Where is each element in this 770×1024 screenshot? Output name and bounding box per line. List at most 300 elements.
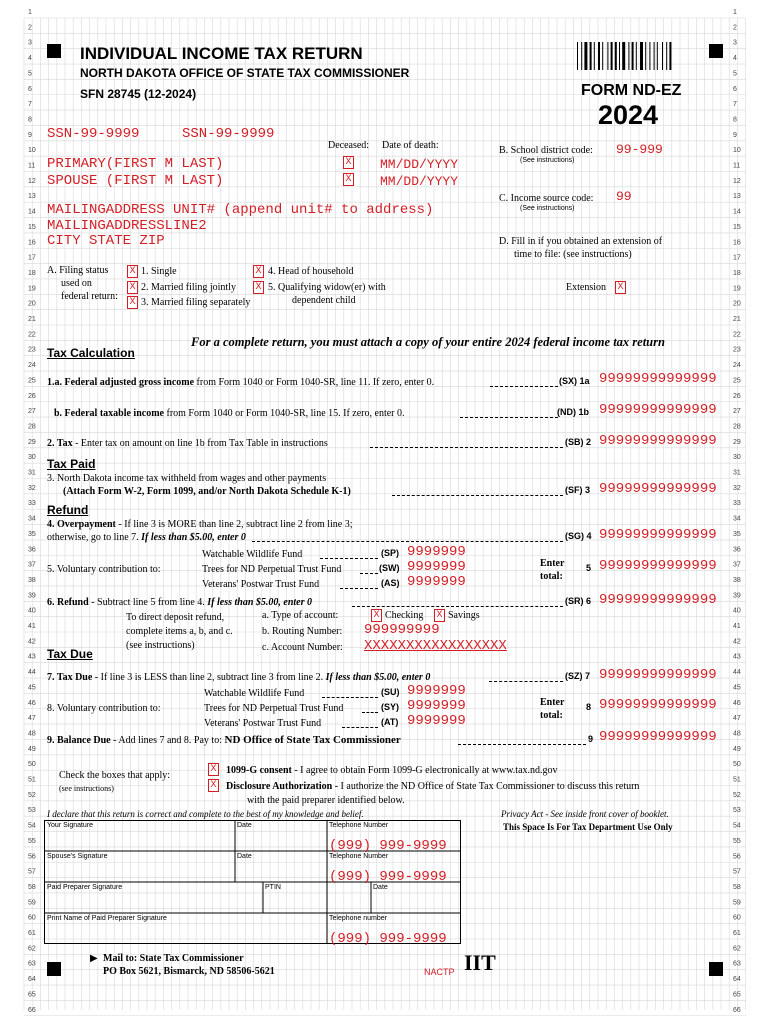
svg-text:34: 34	[733, 515, 741, 523]
svg-text:8: 8	[733, 116, 737, 124]
line-8-trees-label: Trees for ND Perpetual Trust Fund	[204, 703, 344, 714]
line-9-number: 9	[588, 734, 594, 744]
svg-text:61: 61	[28, 930, 36, 937]
mail-to-line-1: Mail to: State Tax Commissioner	[103, 953, 244, 964]
svg-text:21: 21	[733, 316, 741, 323]
line-6-leader	[352, 606, 563, 607]
svg-text:27: 27	[733, 408, 741, 416]
spouse-ssn[interactable]: SSN-99-9999	[182, 126, 275, 142]
line-7-leader	[489, 681, 563, 682]
line-6-label	[47, 597, 312, 608]
svg-text:22: 22	[733, 331, 741, 339]
svg-text:36: 36	[733, 546, 741, 554]
privacy-act-note: Privacy Act - See inside front cover of booklet.	[501, 809, 669, 819]
line-8-wildlife-leader	[322, 697, 378, 698]
deceased-label: Deceased:	[328, 140, 370, 151]
check-boxes-label: Check the boxes that apply:	[59, 770, 171, 781]
iit-label: IIT	[464, 950, 496, 975]
address-line-2[interactable]: MAILINGADDRESSLINE2	[47, 218, 207, 234]
line-5-total-amount[interactable]: 99999999999999	[599, 558, 717, 574]
svg-text:63: 63	[733, 960, 741, 968]
filing-status-label-1: A. Filing status	[47, 265, 109, 276]
filing-status-5-label: 5. Qualifying widow(er) with	[268, 282, 386, 293]
svg-text:33: 33	[28, 500, 36, 508]
corner-mark-top-left	[47, 44, 61, 58]
line-8-number: 8	[586, 702, 592, 712]
svg-text:57: 57	[733, 868, 741, 876]
line-9-label	[47, 734, 401, 746]
svg-text:35: 35	[733, 530, 741, 538]
primary-name[interactable]: PRIMARY(FIRST M LAST)	[47, 156, 224, 172]
svg-text:2: 2	[28, 24, 32, 32]
filing-status-2-label: 2. Married filing jointly	[141, 282, 236, 293]
school-district-code[interactable]: 99-999	[616, 142, 663, 157]
svg-text:7: 7	[733, 101, 737, 109]
line-9-title: 9. Balance Due	[47, 735, 111, 746]
disclosure-authorization-title: Disclosure Authorization	[226, 781, 333, 792]
line-5-as-code: (AS)	[381, 578, 400, 588]
svg-text:41: 41	[733, 623, 741, 630]
svg-text:1: 1	[28, 9, 32, 16]
line-1a-code: (SX) 1a	[559, 376, 590, 386]
date-of-death-label: Date of death:	[382, 140, 439, 151]
svg-text:19: 19	[28, 285, 36, 293]
income-see-instructions: (See instructions)	[520, 205, 575, 212]
svg-text:25: 25	[733, 377, 741, 385]
disclosure-authorization-text: - I authorize the ND Office of State Tax Commissioner to discuss this return	[332, 781, 640, 792]
line-4-code: (SG) 4	[565, 531, 592, 541]
line-9-text: - Add lines 7 and 8. Pay to:	[110, 735, 222, 746]
line-5-enter-total: Enter total:	[540, 558, 565, 582]
svg-text:4: 4	[733, 55, 737, 63]
svg-text:32: 32	[733, 484, 741, 492]
line-1b-amount[interactable]: 99999999999999	[599, 402, 717, 418]
svg-text:16: 16	[733, 239, 741, 247]
line-4-text-2: otherwise, go to line 7.	[47, 532, 139, 543]
svg-text:16: 16	[28, 239, 36, 247]
svg-text:1: 1	[733, 9, 737, 16]
line-6-title: 6. Refund	[47, 597, 89, 608]
nactp-label: NACTP	[424, 967, 455, 977]
line-7-note: If less than $5.00, enter 0	[325, 672, 431, 683]
spouse-date-field[interactable]: Date	[237, 853, 252, 860]
svg-text:9: 9	[28, 131, 32, 139]
extension-box-label: Extension	[566, 282, 606, 293]
spouse-telephone-value[interactable]: (999) 999-9999	[329, 869, 447, 885]
filing-status-3-label: 3. Married filing separately	[141, 297, 251, 308]
svg-text:18: 18	[733, 269, 741, 277]
direct-deposit-note-2: complete items a, b, and c.	[126, 626, 233, 637]
svg-text:37: 37	[733, 561, 741, 569]
svg-text:42: 42	[28, 638, 36, 646]
svg-text:6: 6	[733, 85, 737, 93]
disclosure-authorization-label	[226, 781, 639, 792]
preparer-telephone-value[interactable]: (999) 999-9999	[329, 931, 447, 947]
line-6-amount[interactable]: 99999999999999	[599, 592, 717, 608]
filing-status-3-checkbox[interactable]: X	[127, 296, 138, 309]
svg-text:23: 23	[28, 346, 36, 354]
spouse-name[interactable]: SPOUSE (FIRST M LAST)	[47, 173, 224, 189]
svg-text:55: 55	[733, 837, 741, 845]
svg-text:52: 52	[28, 791, 36, 799]
direct-deposit-note-3: (see instructions)	[126, 640, 195, 651]
svg-text:3: 3	[28, 39, 32, 47]
line-4-label	[47, 519, 353, 530]
line-2-amount[interactable]: 99999999999999	[599, 433, 717, 449]
svg-text:62: 62	[733, 945, 741, 953]
svg-text:58: 58	[733, 883, 741, 891]
line-1a-title: 1.a. Federal adjusted gross income	[47, 377, 195, 388]
line-2-title: 2. Tax	[47, 438, 73, 449]
line-3-amount[interactable]: 99999999999999	[599, 481, 717, 497]
line-4-label-2	[47, 532, 246, 543]
filing-status-2-checkbox[interactable]: X	[127, 281, 138, 294]
line-3-code: (SF) 3	[565, 485, 591, 495]
declaration-text: I declare that this return is correct and complete to the best of my knowledge and belief.	[47, 809, 364, 819]
line-4-text: - If line 3 is MORE than line 2, subtract line 2 from line 3;	[115, 519, 353, 530]
svg-text:24: 24	[733, 362, 741, 370]
line-2-code: (SB) 2	[565, 437, 592, 447]
ptin-field[interactable]: PTIN	[265, 884, 281, 891]
svg-text:23: 23	[733, 346, 741, 354]
corner-mark-bottom-right	[709, 962, 723, 976]
line-4-title: 4. Overpayment	[47, 519, 116, 530]
svg-text:31: 31	[733, 469, 741, 477]
line-8-veterans-leader	[342, 727, 378, 728]
line-8-at-code: (AT)	[381, 717, 399, 727]
svg-text:46: 46	[28, 699, 36, 707]
svg-text:43: 43	[28, 653, 36, 661]
svg-text:51: 51	[28, 776, 36, 784]
filing-status-1-checkbox[interactable]: X	[127, 265, 138, 278]
tax-department-space: This Space Is For Tax Department Use Only	[503, 822, 673, 832]
svg-text:38: 38	[733, 576, 741, 584]
spouse-deceased-checkbox[interactable]: X	[343, 173, 354, 186]
1099g-consent-checkbox[interactable]: X	[208, 763, 219, 776]
section-refund: Refund	[47, 503, 89, 517]
section-tax-calculation: Tax Calculation	[47, 346, 135, 360]
line-4-leader	[252, 541, 563, 542]
line-1a-leader	[490, 386, 558, 387]
income-source-label: C. Income source code:	[499, 193, 594, 204]
line-3-leader	[392, 495, 563, 496]
federal-return-notice: For a complete return, you must attach a copy of your entire 2024 federal income tax return	[191, 335, 665, 349]
svg-text:56: 56	[733, 853, 741, 861]
direct-deposit-note-1: To direct deposit refund,	[126, 612, 225, 623]
svg-text:48: 48	[28, 730, 36, 738]
svg-text:13: 13	[733, 193, 741, 201]
preparer-date-field[interactable]: Date	[373, 884, 388, 891]
svg-text:44: 44	[28, 669, 36, 677]
line-5-label: 5. Voluntary contribution to:	[47, 564, 161, 575]
svg-text:15: 15	[733, 223, 741, 231]
svg-text:43: 43	[733, 653, 741, 661]
school-see-instructions: (See instructions)	[520, 157, 575, 164]
primary-death-date[interactable]: MM/DD/YYYY	[380, 157, 459, 172]
savings-checkbox[interactable]: X	[434, 609, 445, 622]
svg-text:50: 50	[733, 761, 741, 769]
mail-to-line-2: PO Box 5621, Bismarck, ND 58506-5621	[103, 966, 275, 977]
line-1a-text: from Form 1040 or Form 1040-SR, line 11. If zero, enter 0.	[196, 377, 435, 388]
routing-number[interactable]: 999999999	[364, 622, 440, 638]
svg-text:15: 15	[28, 223, 36, 231]
svg-text:34: 34	[28, 515, 36, 523]
disclosure-authorization-checkbox[interactable]: X	[208, 779, 219, 792]
mail-arrow-icon: ▶	[90, 953, 98, 964]
savings-label: Savings	[448, 610, 480, 621]
line-2-label	[47, 438, 328, 449]
your-telephone-value[interactable]: (999) 999-9999	[329, 838, 447, 854]
svg-text:64: 64	[28, 976, 36, 984]
svg-text:9: 9	[733, 131, 737, 139]
barcode	[577, 42, 689, 70]
1099g-consent-text: - I agree to obtain Form 1099-G electronically at www.tax.nd.gov	[291, 765, 558, 776]
svg-text:20: 20	[733, 300, 741, 308]
filing-status-4-label: 4. Head of household	[268, 266, 354, 277]
svg-text:32: 32	[28, 484, 36, 492]
svg-text:17: 17	[28, 254, 36, 262]
svg-text:40: 40	[28, 607, 36, 615]
svg-text:5: 5	[28, 70, 32, 78]
line-5-trees-amount[interactable]: 9999999	[407, 559, 466, 575]
line-8-veterans-amount[interactable]: 9999999	[407, 713, 466, 729]
check-boxes-sublabel: (see instructions)	[59, 784, 114, 793]
form-name: FORM ND-EZ	[581, 82, 682, 99]
svg-text:27: 27	[28, 408, 36, 416]
1099g-consent-label	[226, 765, 558, 776]
svg-text:51: 51	[733, 776, 741, 784]
svg-text:49: 49	[733, 745, 741, 753]
line-6-text: - Subtract line 5 from line 4.	[88, 597, 205, 608]
preparer-signature-field[interactable]: Paid Preparer Signature	[47, 884, 123, 891]
line-1b-code: (ND) 1b	[557, 407, 589, 417]
svg-text:35: 35	[28, 530, 36, 538]
line-6-note: If less than $5.00, enter 0	[207, 597, 313, 608]
filing-status-5-checkbox[interactable]: X	[253, 281, 264, 294]
svg-text:61: 61	[733, 930, 741, 937]
line-5-number: 5	[586, 563, 592, 573]
svg-text:63: 63	[28, 960, 36, 968]
corner-mark-bottom-left	[47, 962, 61, 976]
primary-ssn[interactable]: SSN-99-9999	[47, 126, 140, 142]
line-5-trees-leader	[360, 573, 378, 574]
line-5-wildlife-leader	[320, 558, 378, 559]
section-tax-paid: Tax Paid	[47, 457, 96, 471]
line-8-sy-code: (SY)	[381, 702, 399, 712]
svg-text:45: 45	[28, 684, 36, 692]
svg-text:53: 53	[28, 807, 36, 815]
svg-text:59: 59	[28, 899, 36, 907]
your-date-field[interactable]: Date	[237, 822, 252, 829]
line-1b-title: b. Federal taxable income	[54, 408, 164, 419]
svg-text:41: 41	[28, 623, 36, 630]
line-9-amount[interactable]: 99999999999999	[599, 729, 717, 745]
your-telephone-label: Telephone Number	[329, 822, 389, 829]
svg-text:7: 7	[28, 101, 32, 109]
svg-text:36: 36	[28, 546, 36, 554]
svg-text:52: 52	[733, 791, 741, 799]
line-8-trees-leader	[362, 712, 378, 713]
svg-text:53: 53	[733, 807, 741, 815]
svg-text:26: 26	[733, 392, 741, 400]
extension-label-2: time to file: (see instructions)	[514, 249, 632, 260]
svg-text:6: 6	[28, 85, 32, 93]
line-8-total-amount[interactable]: 99999999999999	[599, 697, 717, 713]
svg-text:26: 26	[28, 392, 36, 400]
line-8-enter-total: Enter total:	[540, 697, 565, 721]
svg-text:57: 57	[28, 868, 36, 876]
line-4-amount[interactable]: 99999999999999	[599, 527, 717, 543]
primary-deceased-checkbox[interactable]: X	[343, 156, 354, 169]
svg-text:28: 28	[733, 423, 741, 431]
svg-text:60: 60	[733, 914, 741, 922]
svg-text:10: 10	[28, 147, 36, 155]
svg-text:47: 47	[733, 715, 741, 723]
svg-text:55: 55	[28, 837, 36, 845]
svg-text:5: 5	[733, 70, 737, 78]
line-2-leader	[370, 447, 563, 448]
income-source-code[interactable]: 99	[616, 189, 632, 204]
line-8-su-code: (SU)	[381, 687, 400, 697]
line-5-veterans-leader	[340, 588, 378, 589]
filing-status-1-label: 1. Single	[141, 266, 177, 277]
filing-status-4-checkbox[interactable]: X	[253, 265, 264, 278]
svg-text:39: 39	[733, 592, 741, 600]
agency-name: NORTH DAKOTA OFFICE OF STATE TAX COMMISSIONER	[80, 66, 410, 80]
address-line-1[interactable]: MAILINGADDRESS UNIT# (append unit# to address)	[47, 202, 434, 218]
account-label: c. Account Number:	[262, 642, 343, 653]
filing-status-label-2: used on	[61, 278, 92, 289]
line-1b-label	[54, 408, 405, 419]
svg-text:11: 11	[28, 162, 36, 170]
line-1b-text: from Form 1040 or Form 1040-SR, line 15. If zero, enter 0.	[166, 408, 405, 419]
svg-text:11: 11	[733, 162, 741, 170]
svg-text:31: 31	[28, 469, 36, 477]
svg-text:65: 65	[28, 991, 36, 999]
line-7-label	[47, 672, 430, 683]
line-6-code: (SR) 6	[565, 596, 592, 606]
svg-text:44: 44	[733, 669, 741, 677]
svg-text:22: 22	[28, 331, 36, 339]
svg-text:12: 12	[28, 177, 36, 185]
line-9-leader	[458, 744, 586, 745]
svg-text:30: 30	[28, 454, 36, 462]
svg-text:17: 17	[733, 254, 741, 262]
line-2-text: - Enter tax on amount on line 1b from Tax Table in instructions	[72, 438, 328, 449]
svg-text:60: 60	[28, 914, 36, 922]
svg-text:54: 54	[733, 822, 741, 830]
spouse-signature-field[interactable]: Spouse's Signature	[47, 853, 108, 860]
routing-label: b. Routing Number:	[262, 626, 343, 637]
line-8-wildlife-label: Watchable Wildlife Fund	[204, 688, 305, 699]
svg-text:18: 18	[28, 269, 36, 277]
corner-mark-top-right	[709, 44, 723, 58]
line-5-sp-code: (SP)	[381, 548, 399, 558]
extension-label-1: D. Fill in if you obtained an extension of	[499, 236, 663, 247]
svg-text:14: 14	[733, 208, 741, 216]
svg-text:2: 2	[733, 24, 737, 32]
svg-text:66: 66	[733, 1006, 741, 1014]
svg-text:3: 3	[733, 39, 737, 47]
line-5-trees-label: Trees for ND Perpetual Trust Fund	[202, 564, 342, 575]
preparer-telephone-label: Telephone number	[329, 915, 387, 922]
svg-text:45: 45	[733, 684, 741, 692]
tax-year: 2024	[598, 100, 659, 130]
disclosure-authorization-label-2: with the paid preparer identified below.	[247, 795, 405, 806]
checking-checkbox[interactable]: X	[371, 609, 382, 622]
line-7-text: - If line 3 is LESS than line 2, subtract line 3 from line 2.	[92, 672, 324, 683]
city-state-zip[interactable]: CITY STATE ZIP	[47, 233, 165, 249]
filing-status-5-label-b: dependent child	[292, 295, 356, 306]
spouse-telephone-label: Telephone Number	[329, 853, 389, 860]
svg-text:56: 56	[28, 853, 36, 861]
line-5-wildlife-amount[interactable]: 9999999	[407, 544, 466, 560]
line-1a-amount[interactable]: 99999999999999	[599, 371, 717, 387]
svg-text:37: 37	[28, 561, 36, 569]
your-signature-field[interactable]: Your Signature	[47, 822, 94, 829]
line-3-label: 3. North Dakota income tax withheld from wages and other payments	[47, 473, 327, 484]
line-8-trees-amount[interactable]: 9999999	[407, 698, 466, 714]
line-8-wildlife-amount[interactable]: 9999999	[407, 683, 466, 699]
svg-text:65: 65	[733, 991, 741, 999]
svg-text:49: 49	[28, 745, 36, 753]
svg-text:50: 50	[28, 761, 36, 769]
svg-text:59: 59	[733, 899, 741, 907]
filing-status-label-3: federal return:	[61, 291, 118, 302]
svg-text:14: 14	[28, 208, 36, 216]
1099g-consent-title: 1099-G consent	[226, 765, 292, 776]
line-8-label: 8. Voluntary contribution to:	[47, 703, 161, 714]
line-8-veterans-label: Veterans' Postwar Trust Fund	[204, 718, 322, 729]
line-7-title: 7. Tax Due	[47, 672, 93, 683]
line-4-note: If less than $5.00, enter 0	[141, 532, 246, 543]
extension-checkbox[interactable]: X	[615, 281, 626, 294]
svg-text:21: 21	[28, 316, 36, 323]
svg-text:46: 46	[733, 699, 741, 707]
line-5-wildlife-label: Watchable Wildlife Fund	[202, 549, 303, 560]
svg-text:58: 58	[28, 883, 36, 891]
svg-text:48: 48	[733, 730, 741, 738]
account-type-label: a. Type of account:	[262, 610, 339, 621]
svg-text:30: 30	[733, 454, 741, 462]
svg-text:42: 42	[733, 638, 741, 646]
svg-text:10: 10	[733, 147, 741, 155]
account-number[interactable]: XXXXXXXXXXXXXXXXX	[364, 638, 507, 654]
svg-text:66: 66	[28, 1006, 36, 1014]
svg-text:38: 38	[28, 576, 36, 584]
svg-text:24: 24	[28, 362, 36, 370]
svg-text:13: 13	[28, 193, 36, 201]
line-5-veterans-label: Veterans' Postwar Trust Fund	[202, 579, 320, 590]
preparer-name-field[interactable]: Print Name of Paid Preparer Signature	[47, 915, 167, 922]
svg-text:62: 62	[28, 945, 36, 953]
svg-text:4: 4	[28, 55, 32, 63]
spouse-death-date[interactable]: MM/DD/YYYY	[380, 174, 459, 189]
checking-label: Checking	[385, 610, 424, 621]
line-7-amount[interactable]: 99999999999999	[599, 667, 717, 683]
svg-text:47: 47	[28, 715, 36, 723]
section-tax-due: Tax Due	[47, 647, 93, 661]
line-7-code: (SZ) 7	[565, 671, 591, 681]
line-5-veterans-amount[interactable]: 9999999	[407, 574, 466, 590]
svg-text:28: 28	[28, 423, 36, 431]
svg-text:39: 39	[28, 592, 36, 600]
svg-text:40: 40	[733, 607, 741, 615]
form-title: INDIVIDUAL INCOME TAX RETURN	[80, 44, 363, 63]
school-district-label: B. School district code:	[499, 145, 593, 156]
svg-text:8: 8	[28, 116, 32, 124]
svg-text:54: 54	[28, 822, 36, 830]
